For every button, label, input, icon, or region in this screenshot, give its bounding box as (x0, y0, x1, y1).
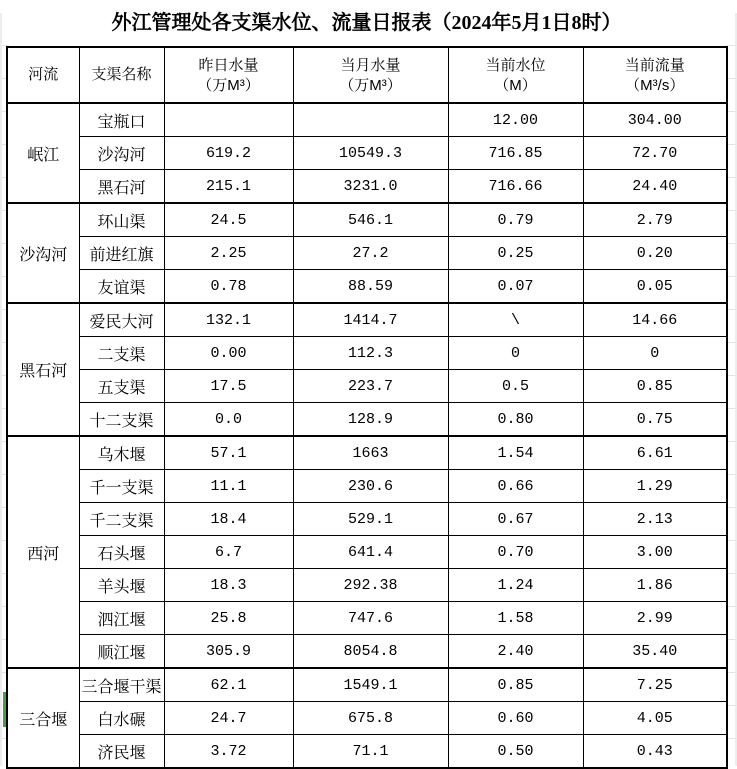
value-cell[interactable]: 25.8 (164, 602, 293, 635)
value-cell[interactable]: 3.72 (164, 735, 293, 769)
value-cell[interactable]: 223.7 (293, 370, 448, 403)
value-cell[interactable]: 0.75 (583, 403, 727, 437)
table-row (7, 436, 727, 470)
value-cell[interactable]: 88.59 (293, 270, 448, 304)
value-cell[interactable]: 10549.3 (293, 137, 448, 170)
value-cell[interactable]: 112.3 (293, 337, 448, 370)
value-cell[interactable]: 3231.0 (293, 170, 448, 204)
value-cell[interactable]: 0.67 (448, 503, 583, 536)
value-cell[interactable]: 6.7 (164, 536, 293, 569)
value-cell[interactable]: 0.20 (583, 237, 727, 270)
channel-name-cell[interactable]: 千一支渠 (79, 470, 164, 503)
channel-name-cell[interactable]: 宝瓶口 (79, 103, 164, 137)
value-cell[interactable]: 0.85 (448, 668, 583, 702)
value-cell[interactable]: 8054.8 (293, 635, 448, 669)
value-cell[interactable]: 529.1 (293, 503, 448, 536)
value-cell[interactable]: 0.43 (583, 735, 727, 769)
value-cell[interactable]: 0.80 (448, 403, 583, 437)
value-cell[interactable]: 0.50 (448, 735, 583, 769)
value-cell[interactable]: 1.58 (448, 602, 583, 635)
col-header-current-level[interactable] (448, 47, 583, 103)
value-cell[interactable]: 17.5 (164, 370, 293, 403)
value-cell[interactable]: 546.1 (293, 203, 448, 237)
value-cell[interactable]: 35.40 (583, 635, 727, 669)
river-cell[interactable]: 岷江 (7, 103, 79, 203)
table-row (7, 536, 727, 569)
value-cell[interactable]: 18.3 (164, 569, 293, 602)
col-header-unit: （M³/s） (625, 76, 685, 94)
col-header-current-flow[interactable] (583, 47, 727, 103)
header-row (7, 47, 727, 103)
value-cell[interactable]: 24.7 (164, 702, 293, 735)
table-row (7, 470, 727, 503)
river-group (7, 436, 727, 668)
river-cell[interactable]: 西河 (7, 436, 79, 668)
table-row (7, 403, 727, 437)
value-cell[interactable]: 7.25 (583, 668, 727, 702)
value-cell[interactable]: 0.05 (583, 270, 727, 304)
table-row (7, 635, 727, 669)
value-cell[interactable]: 24.40 (583, 170, 727, 204)
value-cell[interactable]: 619.2 (164, 137, 293, 170)
channel-name-cell[interactable]: 泗江堰 (79, 602, 164, 635)
value-cell[interactable]: 24.5 (164, 203, 293, 237)
value-cell[interactable] (293, 103, 448, 137)
value-cell[interactable]: 716.85 (448, 137, 583, 170)
col-header-month-volume[interactable] (293, 47, 448, 103)
value-cell[interactable]: 0.79 (448, 203, 583, 237)
channel-name-cell[interactable]: 石头堰 (79, 536, 164, 569)
report-title: 外江管理处各支渠水位、流量日报表（2024年5月1日8时） (111, 12, 622, 34)
col-header-label: 当前水位 (485, 56, 546, 74)
value-cell[interactable]: 0.07 (448, 270, 583, 304)
value-cell[interactable]: 62.1 (164, 668, 293, 702)
col-header-label: 当前流量 (624, 56, 685, 74)
value-cell[interactable]: 6.61 (583, 436, 727, 470)
value-cell[interactable]: 0.70 (448, 536, 583, 569)
river-group (7, 668, 727, 768)
channel-name-cell[interactable]: 千二支渠 (79, 503, 164, 536)
channel-name-cell[interactable]: 前进红旗 (79, 237, 164, 270)
col-header-river[interactable] (7, 47, 79, 103)
channel-name-cell[interactable]: 二支渠 (79, 337, 164, 370)
col-header-label: 当月水量 (340, 56, 401, 74)
table-row (7, 137, 727, 170)
value-cell[interactable]: 2.99 (583, 602, 727, 635)
channel-name-cell[interactable]: 羊头堰 (79, 569, 164, 602)
col-header-label: 河流 (28, 66, 59, 83)
table-row (7, 735, 727, 769)
value-cell[interactable]: 14.66 (583, 303, 727, 337)
value-cell[interactable]: 18.4 (164, 503, 293, 536)
table-row (7, 170, 727, 204)
value-cell[interactable]: 747.6 (293, 602, 448, 635)
col-header-yesterday-volume[interactable] (164, 47, 293, 103)
value-cell[interactable]: 292.38 (293, 569, 448, 602)
river-group (7, 303, 727, 436)
value-cell[interactable]: 1549.1 (293, 668, 448, 702)
value-cell[interactable]: 0.60 (448, 702, 583, 735)
value-cell[interactable]: 2.40 (448, 635, 583, 669)
value-cell[interactable]: 0 (448, 337, 583, 370)
value-cell[interactable]: 12.00 (448, 103, 583, 137)
channel-name-cell[interactable]: 沙沟河 (79, 137, 164, 170)
value-cell[interactable]: 128.9 (293, 403, 448, 437)
table-row (7, 602, 727, 635)
value-cell[interactable]: 0.78 (164, 270, 293, 304)
col-header-unit: （M） (494, 76, 537, 94)
value-cell[interactable]: 0.66 (448, 470, 583, 503)
value-cell[interactable]: 0.0 (164, 403, 293, 437)
value-cell[interactable]: \ (448, 303, 583, 337)
river-group (7, 103, 727, 203)
river-cell[interactable]: 黑石河 (7, 303, 79, 436)
value-cell[interactable]: 0 (583, 337, 727, 370)
value-cell[interactable]: 305.9 (164, 635, 293, 669)
report-table (6, 46, 728, 769)
col-header-unit: （万M³） (339, 76, 402, 94)
value-cell[interactable]: 57.1 (164, 436, 293, 470)
table-row (7, 702, 727, 735)
channel-name-cell[interactable]: 顺江堰 (79, 635, 164, 669)
col-header-label: 昨日水量 (198, 56, 259, 74)
table-row (7, 569, 727, 602)
value-cell[interactable]: 132.1 (164, 303, 293, 337)
channel-name-cell[interactable]: 环山渠 (79, 203, 164, 237)
value-cell[interactable]: 0.85 (583, 370, 727, 403)
value-cell[interactable]: 1.24 (448, 569, 583, 602)
value-cell[interactable]: 304.00 (583, 103, 727, 137)
value-cell[interactable]: 1414.7 (293, 303, 448, 337)
channel-name-cell[interactable]: 黑石河 (79, 170, 164, 204)
river-cell[interactable]: 三合堰 (7, 668, 79, 768)
table-row (7, 370, 727, 403)
value-cell[interactable]: 675.8 (293, 702, 448, 735)
table-row (7, 103, 727, 137)
value-cell[interactable]: 1.54 (448, 436, 583, 470)
value-cell[interactable]: 1663 (293, 436, 448, 470)
table-row (7, 237, 727, 270)
table-row (7, 203, 727, 237)
value-cell[interactable]: 0.00 (164, 337, 293, 370)
value-cell[interactable]: 2.25 (164, 237, 293, 270)
table-row (7, 337, 727, 370)
value-cell[interactable]: 2.79 (583, 203, 727, 237)
value-cell[interactable]: 2.13 (583, 503, 727, 536)
value-cell[interactable]: 215.1 (164, 170, 293, 204)
channel-name-cell[interactable]: 友谊渠 (79, 270, 164, 304)
channel-name-cell[interactable]: 乌木堰 (79, 436, 164, 470)
col-header-channel-name[interactable] (79, 47, 164, 103)
value-cell[interactable]: 27.2 (293, 237, 448, 270)
value-cell[interactable]: 716.66 (448, 170, 583, 204)
value-cell[interactable]: 1.29 (583, 470, 727, 503)
channel-name-cell[interactable]: 三合堰干渠 (79, 668, 164, 702)
value-cell[interactable]: 230.6 (293, 470, 448, 503)
value-cell[interactable]: 3.00 (583, 536, 727, 569)
table-row (7, 668, 727, 702)
table-header (7, 47, 727, 103)
col-header-unit: （万M³） (197, 76, 260, 94)
table-row (7, 503, 727, 536)
channel-name-cell[interactable]: 五支渠 (79, 370, 164, 403)
value-cell[interactable]: 0.25 (448, 237, 583, 270)
value-cell[interactable]: 1.86 (583, 569, 727, 602)
value-cell[interactable]: 11.1 (164, 470, 293, 503)
value-cell[interactable]: 641.4 (293, 536, 448, 569)
channel-name-cell[interactable]: 济民堰 (79, 735, 164, 769)
value-cell[interactable]: 72.70 (583, 137, 727, 170)
channel-name-cell[interactable]: 十二支渠 (79, 403, 164, 437)
value-cell[interactable]: 0.5 (448, 370, 583, 403)
col-header-label: 支渠名称 (91, 66, 152, 83)
river-group (7, 203, 727, 303)
value-cell[interactable] (164, 103, 293, 137)
channel-name-cell[interactable]: 爱民大河 (79, 303, 164, 337)
value-cell[interactable]: 4.05 (583, 702, 727, 735)
river-cell[interactable]: 沙沟河 (7, 203, 79, 303)
value-cell[interactable]: 71.1 (293, 735, 448, 769)
table-row (7, 303, 727, 337)
channel-name-cell[interactable]: 白水碾 (79, 702, 164, 735)
table-row (7, 270, 727, 304)
